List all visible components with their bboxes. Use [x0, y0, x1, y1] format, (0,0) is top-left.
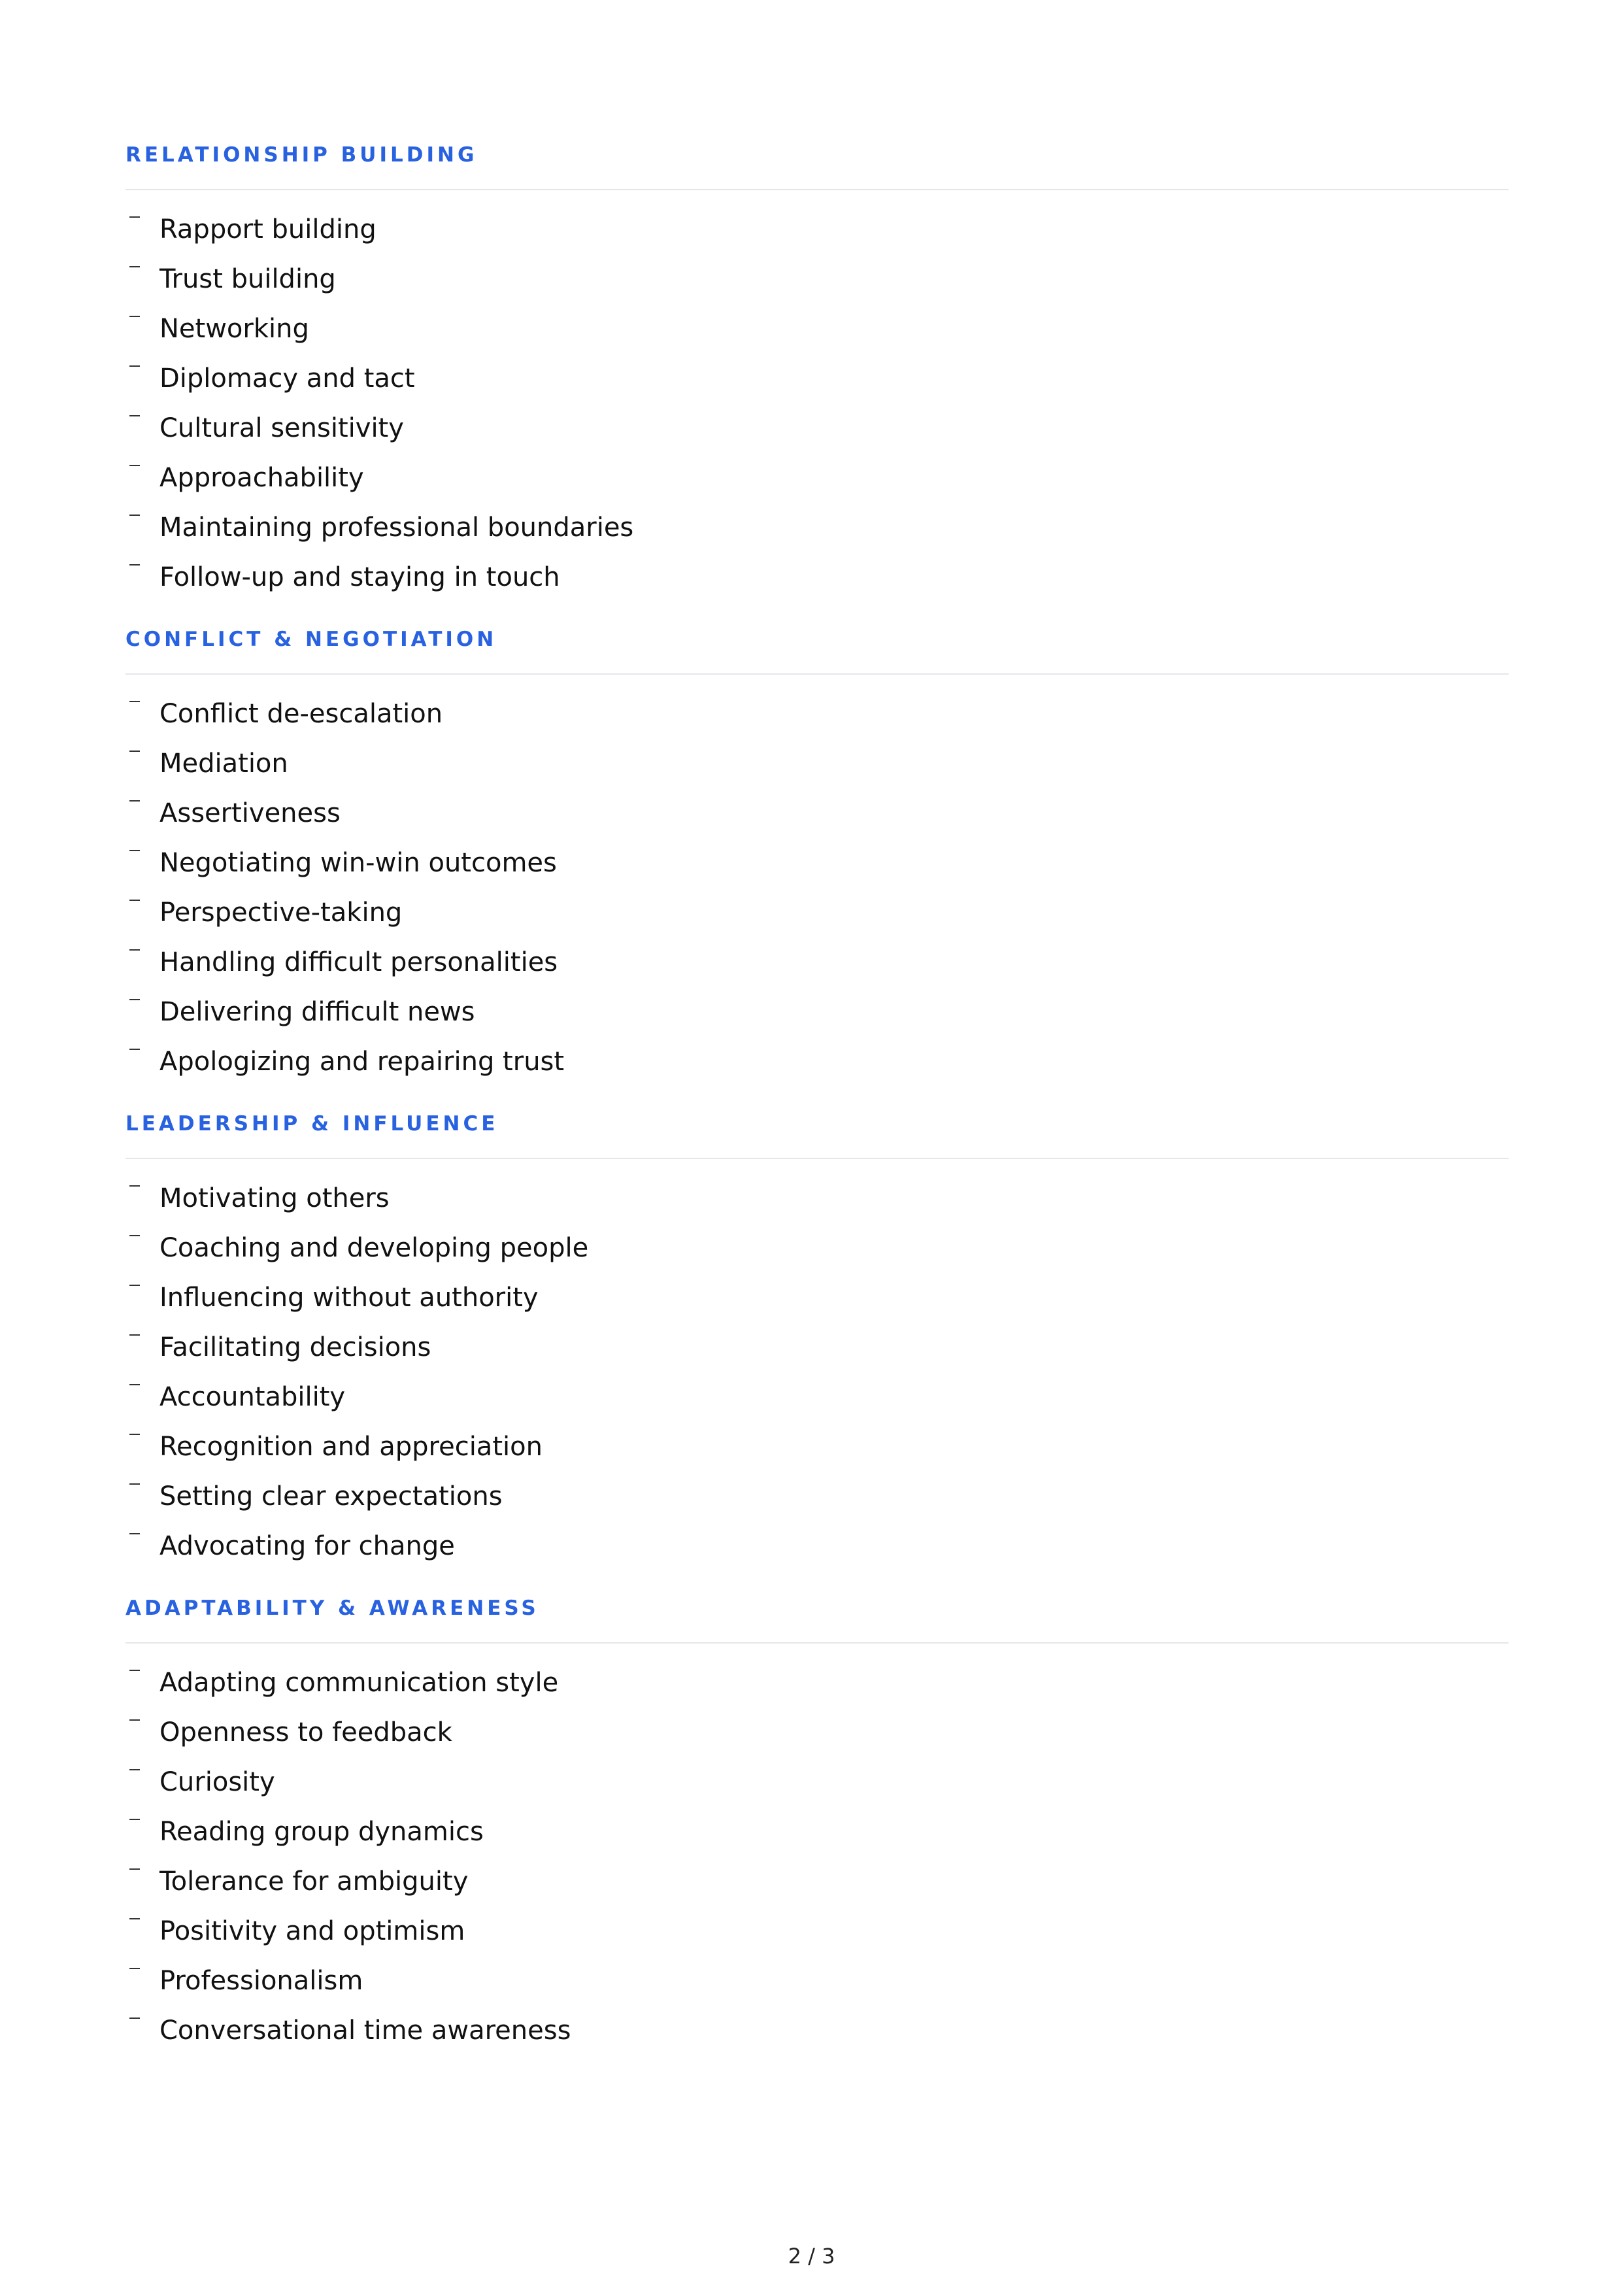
skill-list — [125, 210, 1509, 607]
list-item-text: Maintaining professional boundaries — [159, 513, 634, 543]
list-item — [125, 1912, 1509, 1961]
dash-bullet-icon — [129, 1533, 140, 1534]
list-item-text: Apologizing and repairing trust — [159, 1047, 565, 1077]
dash-bullet-icon — [129, 266, 140, 267]
dash-bullet-icon — [129, 1769, 140, 1770]
dash-bullet-icon — [129, 850, 140, 851]
list-item-text: Setting clear expectations — [159, 1481, 503, 1511]
list-item — [125, 1663, 1509, 1713]
list-item — [125, 1812, 1509, 1862]
list-item — [125, 409, 1509, 458]
dash-bullet-icon — [129, 1334, 140, 1336]
section-adaptability-awareness — [125, 1592, 1509, 2061]
dash-bullet-icon — [129, 1235, 140, 1236]
dash-bullet-icon — [129, 949, 140, 951]
list-item — [125, 1179, 1509, 1228]
list-item-text: Handling difficult personalities — [159, 947, 558, 977]
list-item-text: Trust building — [159, 264, 336, 294]
dash-bullet-icon — [129, 1968, 140, 1969]
list-item — [125, 1763, 1509, 1812]
dash-bullet-icon — [129, 1384, 140, 1385]
list-item-text: Openness to feedback — [159, 1717, 452, 1747]
list-item — [125, 1862, 1509, 1912]
section-divider — [125, 673, 1509, 675]
list-item-text: Conversational time awareness — [159, 2016, 571, 2046]
list-item — [125, 1961, 1509, 2011]
skill-list — [125, 1179, 1509, 1576]
section-heading: ADAPTABILITY & AWARENESS — [125, 1596, 539, 1620]
list-item-text: Conflict de-escalation — [159, 699, 443, 729]
dash-bullet-icon — [129, 701, 140, 702]
list-item — [125, 1328, 1509, 1377]
list-item — [125, 1042, 1509, 1092]
document-page — [125, 139, 1509, 2061]
list-item — [125, 260, 1509, 309]
section-leadership-influence — [125, 1107, 1509, 1576]
section-heading: CONFLICT & NEGOTIATION — [125, 628, 497, 651]
dash-bullet-icon — [129, 1185, 140, 1187]
skill-list — [125, 694, 1509, 1092]
dash-bullet-icon — [129, 751, 140, 752]
list-item-text: Networking — [159, 314, 309, 344]
section-heading: RELATIONSHIP BUILDING — [125, 143, 478, 167]
dash-bullet-icon — [129, 1434, 140, 1435]
list-item-text: Follow-up and staying in touch — [159, 562, 560, 592]
list-item-text: Advocating for change — [159, 1531, 455, 1561]
skill-list — [125, 1663, 1509, 2061]
dash-bullet-icon — [129, 999, 140, 1000]
dash-bullet-icon — [129, 1670, 140, 1671]
list-item-text: Positivity and optimism — [159, 1916, 465, 1946]
list-item-text: Adapting communication style — [159, 1668, 559, 1698]
list-item-text: Mediation — [159, 749, 288, 779]
list-item — [125, 1713, 1509, 1763]
list-item — [125, 210, 1509, 260]
dash-bullet-icon — [129, 365, 140, 367]
dash-bullet-icon — [129, 515, 140, 516]
dash-bullet-icon — [129, 1049, 140, 1050]
dash-bullet-icon — [129, 216, 140, 218]
list-item-text: Perspective-taking — [159, 898, 403, 928]
list-item-text: Cultural sensitivity — [159, 413, 404, 443]
list-item — [125, 843, 1509, 893]
dash-bullet-icon — [129, 1285, 140, 1286]
list-item-text: Negotiating win-win outcomes — [159, 848, 557, 878]
section-divider — [125, 1158, 1509, 1159]
list-item-text: Approachability — [159, 463, 364, 493]
list-item-text: Coaching and developing people — [159, 1233, 589, 1263]
list-item — [125, 1427, 1509, 1477]
list-item — [125, 992, 1509, 1042]
list-item-text: Motivating others — [159, 1183, 390, 1213]
list-item — [125, 558, 1509, 607]
list-item — [125, 794, 1509, 843]
dash-bullet-icon — [129, 564, 140, 566]
list-item — [125, 309, 1509, 359]
list-item-text: Tolerance for ambiguity — [159, 1866, 469, 1897]
dash-bullet-icon — [129, 465, 140, 466]
list-item-text: Diplomacy and tact — [159, 363, 415, 394]
section-conflict-negotiation — [125, 623, 1509, 1092]
dash-bullet-icon — [129, 1719, 140, 1721]
list-item — [125, 1477, 1509, 1527]
list-item — [125, 893, 1509, 943]
list-item — [125, 943, 1509, 992]
list-item — [125, 1377, 1509, 1427]
dash-bullet-icon — [129, 1918, 140, 1919]
dash-bullet-icon — [129, 316, 140, 317]
dash-bullet-icon — [129, 1483, 140, 1485]
section-relationship-building — [125, 139, 1509, 607]
section-divider — [125, 1642, 1509, 1644]
list-item — [125, 1228, 1509, 1278]
list-item-text: Reading group dynamics — [159, 1817, 484, 1847]
dash-bullet-icon — [129, 800, 140, 802]
list-item — [125, 1527, 1509, 1576]
dash-bullet-icon — [129, 900, 140, 901]
list-item-text: Assertiveness — [159, 798, 341, 828]
list-item — [125, 458, 1509, 508]
list-item-text: Rapport building — [159, 214, 376, 245]
list-item-text: Delivering difficult news — [159, 997, 475, 1027]
dash-bullet-icon — [129, 1819, 140, 1820]
section-divider — [125, 189, 1509, 190]
list-item-text: Facilitating decisions — [159, 1332, 431, 1362]
list-item-text: Accountability — [159, 1382, 346, 1412]
list-item-text: Recognition and appreciation — [159, 1432, 543, 1462]
list-item — [125, 2011, 1509, 2061]
section-heading: LEADERSHIP & INFLUENCE — [125, 1112, 499, 1136]
list-item — [125, 359, 1509, 409]
dash-bullet-icon — [129, 2017, 140, 2019]
dash-bullet-icon — [129, 415, 140, 416]
list-item-text: Influencing without authority — [159, 1283, 539, 1313]
list-item — [125, 744, 1509, 794]
list-item — [125, 508, 1509, 558]
dash-bullet-icon — [129, 1868, 140, 1870]
list-item-text: Professionalism — [159, 1966, 363, 1996]
page-number: 2 / 3 — [788, 2244, 835, 2269]
list-item — [125, 694, 1509, 744]
list-item — [125, 1278, 1509, 1328]
list-item-text: Curiosity — [159, 1767, 275, 1797]
